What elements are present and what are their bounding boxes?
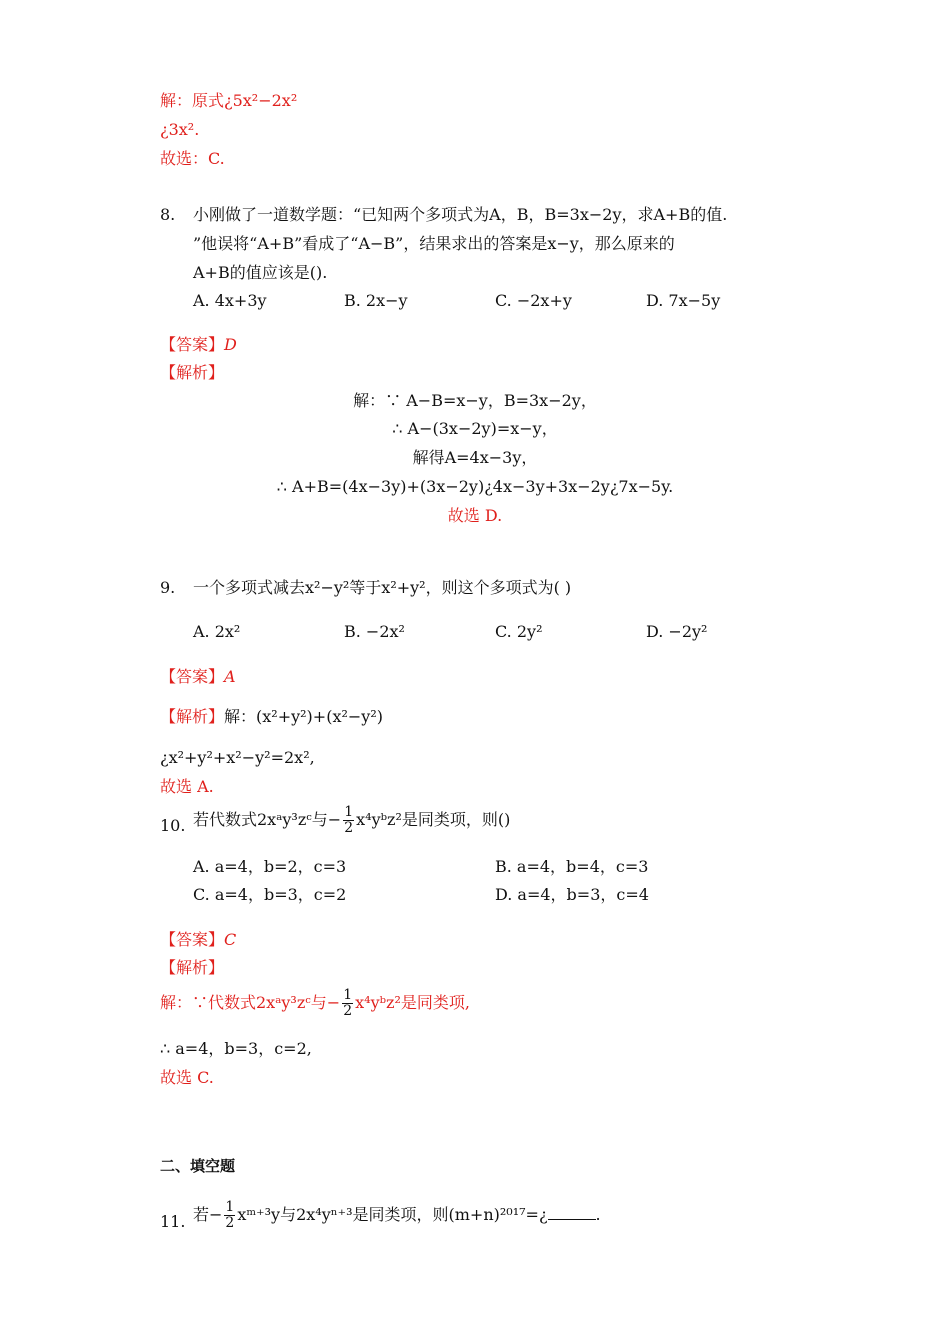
q10-answer-value: C — [224, 930, 237, 949]
q10-fraction — [343, 805, 354, 836]
q9-answer-value: A — [224, 667, 236, 686]
q8-answer-value: D — [224, 335, 237, 354]
q10-stem — [193, 805, 510, 836]
q7-solution-math1: ¿5x²−2x² — [224, 91, 298, 110]
q7-solution-line2: ¿3x². — [160, 120, 200, 139]
q11-stem-pre: 若− — [193, 1205, 223, 1224]
q10-analysis-label: 【解析】 — [160, 958, 225, 977]
q8-analysis-label: 【解析】 — [160, 363, 225, 382]
q11-stem — [193, 1200, 601, 1231]
q10-frac-num: 1 — [344, 804, 354, 820]
q11-number: 11. — [160, 1212, 186, 1231]
q8-stem-line3: A+B的值应该是(). — [193, 263, 328, 282]
q10-answer-label: 【答案】 — [160, 930, 225, 949]
q10-number: 10. — [160, 816, 186, 835]
q8-answer — [160, 334, 237, 356]
q8-option-c: C. −2x+y — [495, 291, 572, 310]
q9-answer-label: 【答案】 — [160, 667, 225, 686]
q10-option-c: C. a=4，b=3，c=2 — [193, 885, 347, 904]
q9-option-a: A. 2x² — [193, 622, 241, 641]
section-title: 二、填空题 — [160, 1157, 236, 1175]
q8-solution-line1: 解：∵ A−B=x−y，B=3x−2y， — [353, 391, 597, 410]
q8-solution-line3: 解得A=4x−3y， — [412, 448, 538, 467]
q11-tail: . — [595, 1205, 601, 1224]
q10-option-d: D. a=4，b=3，c=4 — [495, 885, 649, 904]
q10-option-b: B. a=4，b=4，c=3 — [495, 857, 649, 876]
q8-number: 8. — [160, 205, 176, 224]
q7-conclusion: 故选：C. — [160, 149, 225, 168]
q8-option-b: B. 2x−y — [344, 291, 408, 310]
q8-stem-line1: 小刚做了一道数学题：“已知两个多项式为A，B，B=3x−2y，求A+B的值. — [193, 205, 728, 224]
q10-solution-line2: ∴ a=4，b=3，c=2, — [160, 1039, 312, 1058]
q10-conclusion: 故选 C. — [160, 1068, 214, 1087]
q11-answer-blank[interactable] — [548, 1205, 596, 1220]
q7-solution-label: 解：原式 — [160, 91, 225, 110]
q10-stem-pre: 若代数式2xᵃy³zᶜ与− — [193, 810, 342, 829]
q9-conclusion: 故选 A. — [160, 777, 214, 796]
q9-option-c: C. 2y² — [495, 622, 543, 641]
q7-solution-line1 — [160, 90, 297, 112]
q10-sol-frac-den: 2 — [343, 1003, 353, 1019]
q10-stem-post: x⁴yᵇz²是同类项，则() — [356, 810, 511, 829]
q9-analysis-text: 解：(x²+y²)+(x²−y²) — [224, 707, 383, 726]
q9-number: 9. — [160, 578, 176, 597]
q9-analysis — [160, 706, 383, 728]
q9-answer — [160, 666, 236, 688]
q11-frac-num: 1 — [225, 1199, 235, 1215]
q8-stem-line2: ”他误将“A+B”看成了“A−B”，结果求出的答案是x−y，那么原来的 — [193, 234, 675, 253]
q8-solution-line4: ∴ A+B=(4x−3y)+(3x−2y)¿4x−3y+3x−2y¿7x−5y. — [276, 477, 674, 496]
q11-fraction — [224, 1200, 235, 1231]
q8-solution-line2: ∴ A−(3x−2y)=x−y， — [392, 419, 558, 438]
q9-option-d: D. −2y² — [646, 622, 708, 641]
q11-stem-post: xᵐ⁺³y与2x⁴yⁿ⁺³是同类项，则(m+n)²⁰¹⁷=¿ — [237, 1205, 548, 1224]
q10-sol-post: x⁴yᵇz²是同类项, — [355, 993, 470, 1012]
q10-answer — [160, 929, 236, 951]
q9-option-b: B. −2x² — [344, 622, 405, 641]
q8-option-a: A. 4x+3y — [193, 291, 267, 310]
q10-sol-pre: 解：∵代数式2xᵃy³zᶜ与− — [160, 993, 341, 1012]
q10-frac-den: 2 — [344, 820, 354, 836]
q9-stem: 一个多项式减去x²−y²等于x²+y²，则这个多项式为( ) — [193, 578, 572, 597]
q8-answer-label: 【答案】 — [160, 335, 225, 354]
q10-solution-line1 — [160, 988, 470, 1019]
q10-sol-frac-num: 1 — [343, 987, 353, 1003]
q8-option-d: D. 7x−5y — [646, 291, 721, 310]
q11-frac-den: 2 — [225, 1215, 235, 1231]
q8-solution-conclusion: 故选 D. — [447, 506, 503, 525]
q10-option-a: A. a=4，b=2，c=3 — [193, 857, 347, 876]
q9-analysis-label: 【解析】 — [160, 707, 225, 726]
q9-solution-line2: ¿x²+y²+x²−y²=2x², — [160, 748, 315, 767]
q10-sol-fraction — [342, 988, 353, 1019]
